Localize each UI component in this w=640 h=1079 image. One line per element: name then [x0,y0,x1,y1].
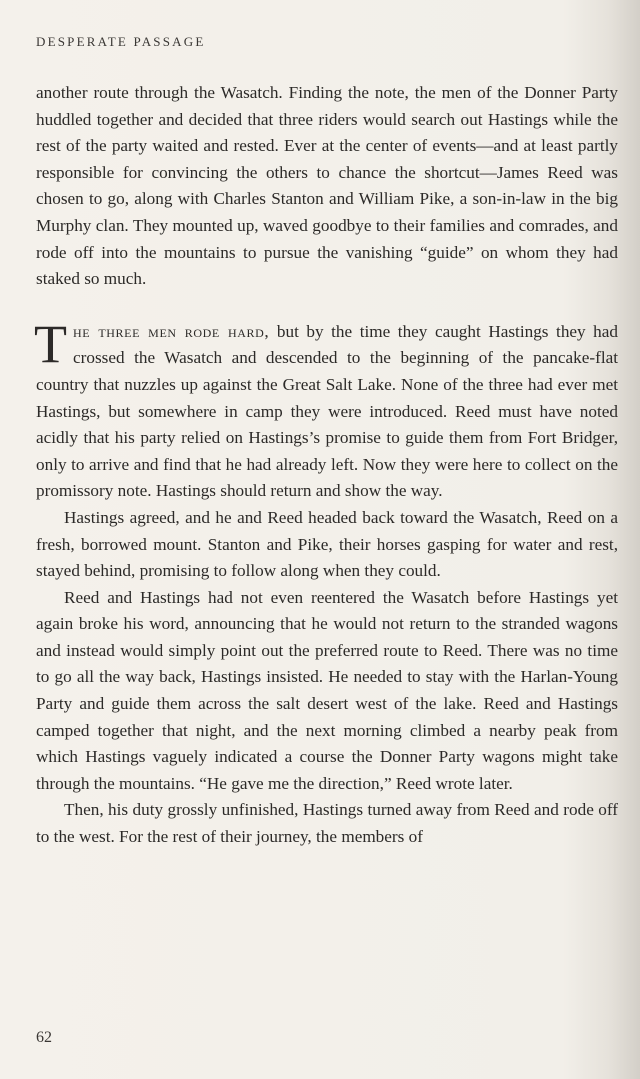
paragraph-4: Reed and Hastings had not even reentered the Wasatch before Hastings yet again broke his word, announcing that he would not return to the stranded wagons and instead would simply point out the preferred route to Reed. There was no time to go all the way back, Hastings insisted. He needed to stay with the Harlan-Young Party and guide them across the salt desert west of the lake. Reed and Hastings camped together that night, and the next morning climbed a nearby peak from which Hastings vaguely indicated a course the Donner Party wagons might take through the mountains. “He gave me the direction,” Reed wrote later. [36,587,618,793]
paragraph-1: another route through the Wasatch. Finding the note, the men of the Donner Party huddled together and decided that three riders would search out Hastings while the rest of the party waited and rested. Ever at the center of events—and at least partly responsible for convincing the others to chance the shortcut—James Reed was chosen to go, along with Charles Stanton and William Pike, a son-in-law in the big Murphy clan. They mounted up, waved goodbye to their families and comrades, and rode off into the mountains to pursue the vanishing “guide” on whom they had staked so much. [36,83,618,289]
section-break [36,293,618,319]
paragraph-2-text: but by the time they caught Hastings they had crossed the Wasatch and descended to the beginning of the pancake-flat country that nuzzles up against the Great Salt Lake. None of the three had ever met Hastings, but somewhere in camp they were introduced. Reed must have noted acidly that his party relied on Hastings’s promise to guide them from Fort Bridger, only to arrive and find that he had already left. Now they were here to collect on the promissory note. Hastings should return and show the way. [36,321,619,501]
small-caps-lead: he three men rode hard, [73,321,270,341]
running-head: DESPERATE PASSAGE [36,34,206,49]
drop-cap: T [34,313,67,374]
paragraph-3: Hastings agreed, and he and Reed headed back toward the Wasatch, Reed on a fresh, borrowed mount. Stanton and Pike, their horses gasping for water and rest, stayed behind, promising to follow along when they could. [36,507,618,581]
paragraph-5: Then, his duty grossly unfinished, Hastings turned away from Reed and rode off to the west. For the rest of their journey, the members of [36,800,618,847]
body-text [36,80,618,851]
page-number: 62 [36,1029,52,1046]
paragraph-2 [34,313,619,505]
